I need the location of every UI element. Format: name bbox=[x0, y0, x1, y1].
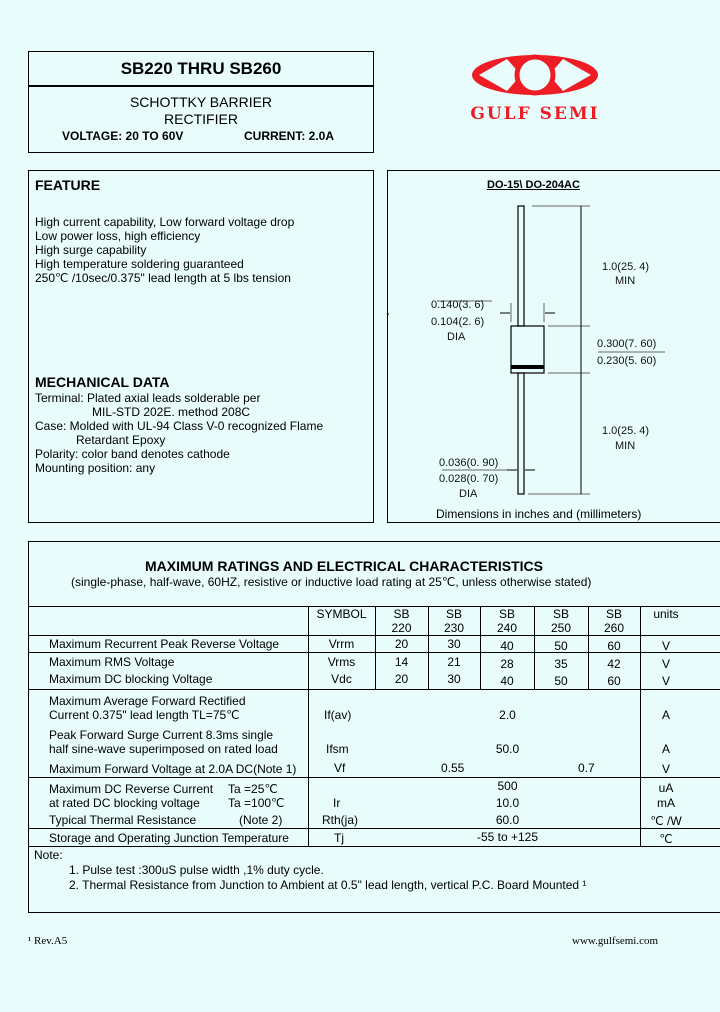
row-unit: V bbox=[661, 762, 670, 776]
row-unit: V bbox=[661, 639, 670, 653]
row-note: (Note 2) bbox=[239, 813, 283, 827]
row-symbol: Ifsm bbox=[326, 742, 349, 756]
revision-label: ¹ Rev.A5 bbox=[28, 935, 68, 947]
gulf-semi-logo bbox=[465, 53, 605, 125]
mechanical-title: MECHANICAL DATA bbox=[35, 374, 170, 390]
row-unit: A bbox=[661, 708, 670, 722]
row-unit: uA bbox=[658, 781, 674, 795]
row-value: 42 bbox=[607, 657, 621, 671]
row-label: Peak Forward Surge Current 8.3ms single bbox=[49, 728, 274, 742]
row-unit: ℃ /W bbox=[650, 814, 682, 828]
row-value: 21 bbox=[447, 655, 461, 669]
lead-dia-label: DIA bbox=[459, 488, 478, 500]
voltage-spec: VOLTAGE: 20 TO 60V bbox=[62, 129, 184, 143]
cathode-band bbox=[511, 365, 544, 369]
col-sb220: SB 220 bbox=[391, 607, 412, 635]
body-length-max: 0.300(7. 60) bbox=[597, 338, 657, 350]
row-value: 50.0 bbox=[495, 742, 520, 756]
row-unit: ℃ bbox=[659, 832, 673, 846]
product-line2: RECTIFIER bbox=[164, 111, 238, 127]
mechanical-line: Mounting position: any bbox=[35, 461, 156, 475]
row-value: 30 bbox=[447, 637, 461, 651]
row-value: 20 bbox=[394, 672, 409, 686]
row-label: half sine-wave superimposed on rated load bbox=[49, 742, 278, 756]
mechanical-line: Retardant Epoxy bbox=[76, 433, 166, 447]
notes-title: Note: bbox=[34, 848, 63, 862]
ratings-box bbox=[28, 541, 720, 913]
package-title: DO-15\ DO-204AC bbox=[487, 179, 580, 191]
row-label: Maximum Average Forward Rectified bbox=[49, 694, 246, 708]
row-value: 2.0 bbox=[499, 708, 516, 722]
feature-item: High surge capability bbox=[35, 243, 147, 257]
col-sb230: SB 230 bbox=[443, 607, 465, 635]
row-value: 0.55 bbox=[441, 761, 465, 775]
product-line1: SCHOTTKY BARRIER bbox=[129, 94, 273, 110]
feature-item: High current capability, Low forward voltage drop bbox=[35, 215, 295, 229]
mechanical-line: Polarity: color band denotes cathode bbox=[35, 447, 230, 461]
package-drawing bbox=[387, 170, 720, 523]
current-spec: CURRENT: 2.0A bbox=[244, 129, 335, 143]
lead-length-top-min: MIN bbox=[615, 275, 636, 287]
row-symbol: Rth(ja) bbox=[322, 813, 359, 827]
row-value: 28 bbox=[500, 657, 514, 671]
logo-text: GULF SEMI bbox=[470, 104, 600, 124]
feature-item: 250℃ /10sec/0.375" lead length at 5 lbs tension bbox=[35, 271, 291, 285]
row-value: 50 bbox=[554, 639, 568, 653]
row-condition: Ta =100℃ bbox=[228, 796, 285, 810]
row-value: 500 bbox=[497, 779, 518, 793]
row-symbol: Ir bbox=[333, 796, 341, 810]
mechanical-line: Case: Molded with UL-94 Class V-0 recognized Flame bbox=[35, 419, 324, 433]
col-sb240: SB 240 bbox=[496, 607, 518, 635]
row-label: Typical Thermal Resistance bbox=[49, 813, 197, 827]
lead-length-bottom: 1.0(25. 4) bbox=[602, 425, 650, 437]
row-label: Storage and Operating Junction Temperature bbox=[49, 831, 289, 845]
row-symbol: Tj bbox=[334, 831, 344, 845]
col-sb250: SB 250 bbox=[550, 607, 572, 635]
row-value: 30 bbox=[447, 672, 461, 686]
mechanical-list bbox=[35, 391, 323, 475]
row-label: Maximum DC Reverse Current bbox=[49, 782, 214, 796]
col-sb260: SB 260 bbox=[603, 607, 625, 635]
row-label: Maximum RMS Voltage bbox=[49, 655, 175, 669]
row-unit: A bbox=[661, 742, 670, 756]
row-value: 35 bbox=[554, 657, 568, 671]
row-value: 60.0 bbox=[495, 813, 520, 827]
row-label: Current 0.375" lead length TL=75℃ bbox=[49, 708, 240, 722]
note-item: 1. Pulse test :300uS pulse width ,1% duty cycle. bbox=[69, 863, 324, 877]
feature-title: FEATURE bbox=[35, 177, 101, 193]
note-item: 2. Thermal Resistance from Junction to Ambient at 0.5" lead length, vertical P.C. Board Mounted ¹ bbox=[69, 878, 587, 892]
row-value: 60 bbox=[607, 639, 621, 653]
row-label: Maximum DC blocking Voltage bbox=[49, 672, 213, 686]
row-value: 10.0 bbox=[495, 796, 520, 810]
body-dia-label: DIA bbox=[447, 331, 466, 343]
feature-item: Low power loss, high efficiency bbox=[35, 229, 201, 243]
row-unit: V bbox=[661, 657, 670, 671]
feature-list bbox=[35, 215, 294, 285]
row-label: at rated DC blocking voltage bbox=[49, 796, 200, 810]
body-dia-max: 0.140(3. 6) bbox=[431, 299, 485, 311]
row-label: Maximum Forward Voltage at 2.0A DC(Note 1) bbox=[49, 762, 297, 776]
row-symbol: Vrrm bbox=[328, 637, 355, 651]
row-value: 0.7 bbox=[578, 761, 595, 775]
part-range-title: SB220 THRU SB260 bbox=[120, 59, 282, 78]
row-value: -55 to +125 bbox=[476, 830, 539, 844]
ratings-title: MAXIMUM RATINGS AND ELECTRICAL CHARACTERISTICS bbox=[145, 558, 543, 574]
row-value: 60 bbox=[607, 674, 621, 688]
row-unit: V bbox=[661, 674, 670, 688]
mechanical-line: MIL-STD 202E. method 208C bbox=[92, 405, 251, 419]
lead-length-top: 1.0(25. 4) bbox=[602, 261, 650, 273]
row-symbol: If(av) bbox=[324, 708, 352, 722]
row-value: 20 bbox=[394, 637, 409, 651]
row-unit: mA bbox=[657, 796, 675, 810]
feature-item: High temperature soldering guaranteed bbox=[35, 257, 244, 271]
body-length-min: 0.230(5. 60) bbox=[597, 355, 657, 367]
row-label: Maximum Recurrent Peak Reverse Voltage bbox=[49, 637, 280, 651]
row-value: 14 bbox=[394, 655, 409, 669]
lead-bottom bbox=[518, 373, 524, 494]
col-symbol: SYMBOL bbox=[316, 607, 367, 621]
divider bbox=[29, 85, 373, 87]
lead-dia-min: 0.028(0. 70) bbox=[439, 473, 499, 485]
lead-length-bottom-min: MIN bbox=[615, 440, 636, 452]
row-condition: Ta =25℃ bbox=[228, 782, 278, 796]
row-value: 50 bbox=[554, 674, 568, 688]
ratings-subtitle: (single-phase, half-wave, 60HZ, resistive or inductive load rating at 25℃, unless otherwise stated) bbox=[71, 575, 592, 589]
website-link[interactable]: www.gulfsemi.com bbox=[572, 935, 659, 947]
dimensions-caption: Dimensions in inches and (millimeters) bbox=[436, 507, 642, 521]
lead-dia-max: 0.036(0. 90) bbox=[439, 457, 499, 469]
row-value: 40 bbox=[500, 639, 514, 653]
mechanical-line: Terminal: Plated axial leads solderable per bbox=[35, 391, 261, 405]
row-symbol: Vf bbox=[334, 761, 346, 775]
row-symbol: Vdc bbox=[331, 672, 352, 686]
body-dia-min: 0.104(2. 6) bbox=[431, 316, 485, 328]
lead-top bbox=[518, 206, 524, 326]
row-symbol: Vrms bbox=[327, 655, 356, 669]
row-value: 40 bbox=[500, 674, 514, 688]
col-units: units bbox=[653, 607, 679, 621]
